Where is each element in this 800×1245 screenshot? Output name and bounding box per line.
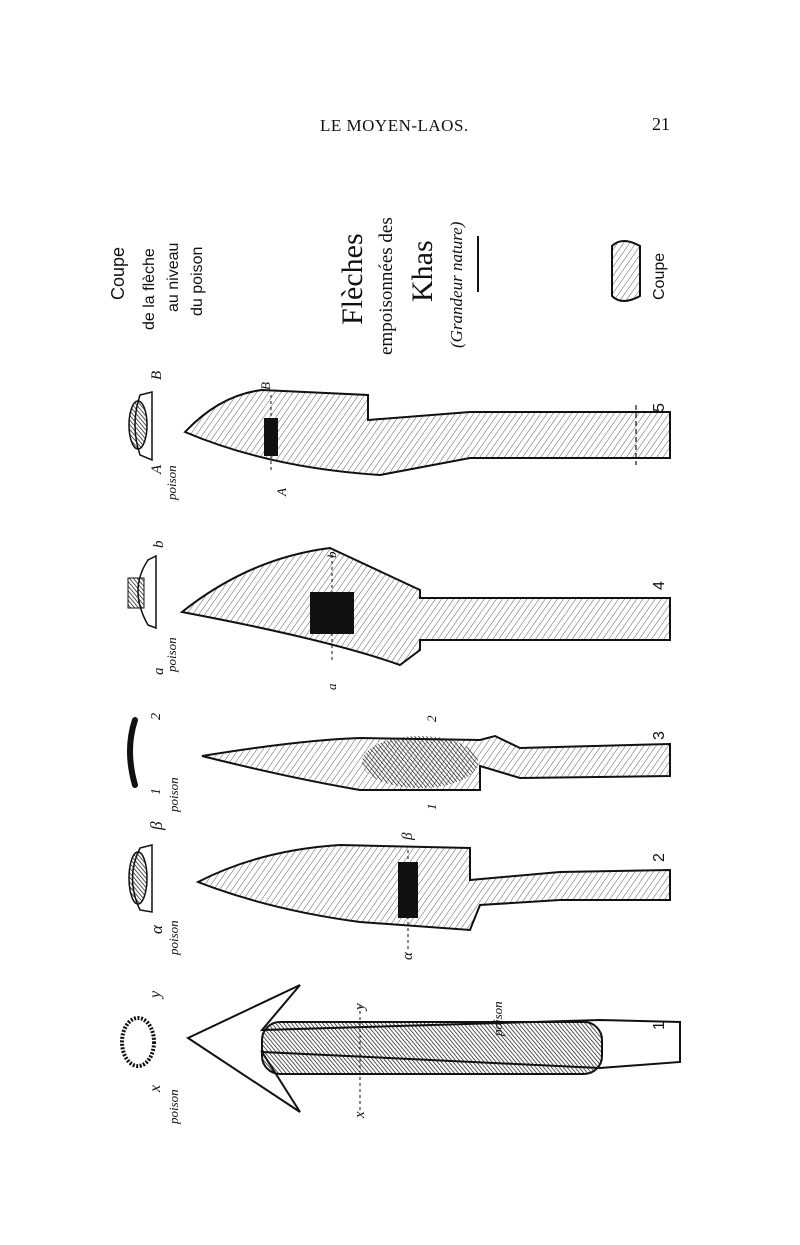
arrow-1 [122,985,680,1125]
arrow-2 [129,821,670,960]
arrow-2-blade [198,845,670,930]
section-5-poison [129,401,147,449]
arrow-5-blade [185,390,670,475]
plate-people-name: Khas [406,240,439,302]
coupe-swatch [612,241,640,301]
plate-title-block [336,217,478,355]
arrow-4-number: 4 [651,581,668,590]
section-5-letter-a: A [149,464,165,474]
section-4-letter-b: b [151,540,167,548]
arrow-3-cut-1: 1 [424,803,439,810]
arrow-1-number: 1 [651,1021,668,1030]
section-3-letter-1: 1 [149,788,164,795]
section-note-line-2: de la flèche [141,248,158,330]
section-note [108,243,206,330]
section-5-poison-label: poison [164,465,179,500]
section-note-line-1: Coupe [108,246,128,300]
arrow-4-cut-a: a [324,683,339,690]
plate-title: Flèches [336,233,369,325]
section-note-line-3: au niveau [165,242,182,312]
section-1 [122,1018,154,1066]
arrow-5-cut-a: A [274,488,289,496]
arrow-1-poison-label: poison [490,1001,505,1036]
section-note-line-4: du poison [189,246,206,316]
section-2-poison-label: poison [166,920,181,955]
coupe-legend [612,241,668,301]
plate-subtitle: empoisonnées des [376,217,397,355]
section-1-letter-y: y [147,990,164,998]
arrow-4-cut-b: b [324,551,339,558]
section-3-letter-2: 2 [149,713,164,720]
section-5-letter-b: B [149,370,165,380]
arrow-5-number: 5 [651,403,668,412]
arrow-2-cut-alpha: α [400,952,416,960]
page-number: 21 [652,114,670,134]
arrow-5 [129,371,670,501]
coupe-label: Coupe [651,252,668,300]
section-3-poison-label: poison [166,777,181,812]
section-4-poison [128,578,144,608]
arrow-3-cut-2: 2 [424,715,439,722]
running-title: LE MOYEN-LAOS. [320,116,469,135]
arrow-2-number: 2 [651,853,668,862]
arrow-4 [128,540,670,690]
arrow-5-cut-b: B [258,382,273,390]
arrow-4-blade [182,548,670,665]
section-2-letter-alpha: α [147,925,166,934]
arrow-1-cut-x: x [352,1111,368,1118]
arrow-3-number: 3 [651,731,668,740]
plate-scale-note: (Grandeur nature) [447,221,466,348]
section-4-letter-a: a [151,667,167,675]
section-2-letter-beta: β [147,821,166,830]
arrow-1-cut-y: y [352,1003,368,1010]
arrow-3-poison-area [362,736,478,788]
section-2-poison [129,852,147,904]
section-4-poison-label: poison [164,637,179,672]
arrow-3 [130,713,670,813]
section-1-poison-label: poison [166,1089,181,1124]
section-1-letter-x: x [147,1084,164,1092]
arrow-2-cut-beta: β [400,832,416,840]
section-3 [130,720,135,785]
arrow-1-poison-coating [262,1022,602,1074]
